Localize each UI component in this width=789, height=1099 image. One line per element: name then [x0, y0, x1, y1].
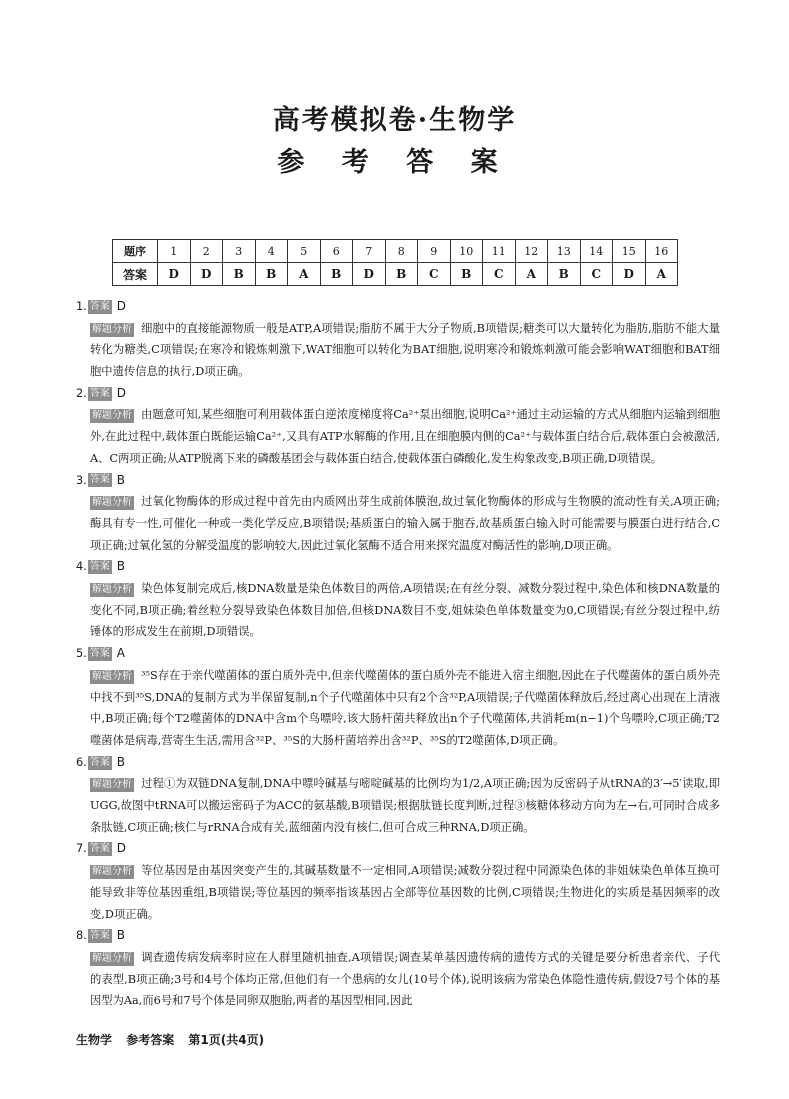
analysis-tag: 解题分析: [92, 866, 132, 878]
footer-subject: 生物学: [76, 1033, 113, 1047]
answer-cell: C: [418, 263, 451, 286]
question-number: 2.: [76, 386, 87, 400]
analysis-text: 由题意可知,某些细胞可利用载体蛋白逆浓度梯度将Ca²⁺泵出细胞,说明Ca²⁺通过主动运输的方式从细胞内运输到细胞外,在此过程中,载体蛋白既能运输Ca²⁺,又具有ATP水解酶的作用,且在细胞膜内侧的Ca²⁺与载体蛋白结合后,载体蛋白会被激活,A、C两项正确;从ATP脱离下来的磷酸基团会与载体蛋白结合,使载体蛋白磷酸化,发生构象改变,B项正确,D项错误。: [90, 408, 720, 465]
analysis-paragraph: [76, 773, 720, 838]
answer-cell: D: [190, 263, 223, 286]
answer-cell: A: [288, 263, 321, 286]
question-number-cell: 4: [255, 240, 288, 263]
answer-line: [76, 925, 720, 947]
question-number: 6.: [76, 755, 87, 769]
page-footer: [76, 1031, 274, 1048]
analysis-paragraph: [76, 860, 720, 925]
answer-explanations: [76, 296, 720, 1012]
question-number-cell: 5: [288, 240, 321, 263]
analysis-text: 细胞中的直接能源物质一般是ATP,A项错误;脂肪不属于大分子物质,B项错误;糖类可以大量转化为脂肪,脂肪不能大量转化为糖类,C项错误;在寒冷和锻炼刺激下,WAT细胞可以转化为BAT细胞,说明寒冷和锻炼刺激可能会影响WAT细胞和BAT细胞中遗传信息的执行,D项正确。: [90, 321, 720, 379]
answer-line: [76, 556, 720, 578]
question-number: 5.: [76, 647, 87, 661]
row-label-question: 题序: [113, 240, 158, 263]
analysis-text: 等位基因是由基因突变产生的,其碱基数量不一定相同,A项错误;减数分裂过程中同源染色体的非姐妹染色单体互换可能导致非等位基因重组,B项错误;等位基因的频率指该基因占全部等位基因数的比例,C项错误;生物进化的实质是基因频率的改变,D项正确。: [90, 864, 720, 921]
question-block: [76, 925, 720, 1012]
answer-tag: 答案: [89, 930, 110, 942]
answer-cell: C: [580, 263, 613, 286]
analysis-text: 过氧化物酶体的形成过程中首先由内质网出芽生成前体膜泡,故过氧化物酶体的形成与生物膜的流动性有关,A项正确;酶具有专一性,可催化一种或一类化学反应,B项错误;基质蛋白的输入属于胞吞,故基质蛋白输入时可能需要与膜蛋白进行结合,C项正确;过氧化氢的分解受温度的影响较大,因此过氧化氢酶不适合用来探究温度对酶活性的影响,D项正确。: [90, 495, 720, 552]
answer-cell: C: [483, 263, 516, 286]
analysis-paragraph: [76, 404, 720, 469]
answer-tag: 答案: [89, 474, 110, 486]
answer-cell: B: [255, 263, 288, 286]
question-number: 7.: [76, 842, 87, 856]
question-block: [76, 838, 720, 925]
analysis-tag: 解题分析: [92, 670, 132, 682]
analysis-paragraph: [76, 665, 720, 752]
answer-row: [113, 263, 678, 286]
question-number: 8.: [76, 929, 87, 943]
answer-letter: D: [116, 385, 127, 400]
question-block: [76, 752, 720, 839]
analysis-paragraph: [76, 318, 720, 383]
analysis-paragraph: [76, 947, 720, 1012]
answer-letter: B: [116, 472, 126, 487]
answer-line: [76, 643, 720, 665]
question-number-cell: 8: [385, 240, 418, 263]
row-label-answer: 答案: [113, 263, 158, 286]
question-number-cell: 11: [483, 240, 516, 263]
answer-line: [76, 470, 720, 492]
answer-cell: B: [223, 263, 256, 286]
answer-line: [76, 383, 720, 405]
page-title: 高考模拟卷·生物学: [272, 105, 517, 136]
answer-cell: D: [613, 263, 646, 286]
question-block: [76, 556, 720, 643]
answer-tag: 答案: [89, 756, 110, 768]
question-number-cell: 6: [320, 240, 353, 263]
question-number-cell: 2: [190, 240, 223, 263]
answer-tag: 答案: [89, 843, 110, 855]
question-block: [76, 643, 720, 752]
answer-cell: B: [548, 263, 581, 286]
analysis-paragraph: [76, 491, 720, 556]
answer-cell: D: [353, 263, 386, 286]
question-number: 4.: [76, 560, 87, 574]
answer-line: [76, 838, 720, 860]
answer-cell: D: [158, 263, 191, 286]
answer-tag: 答案: [89, 300, 110, 312]
analysis-text: 过程①为双链DNA复制,DNA中嘌呤碱基与嘧啶碱基的比例均为1/2,A项正确;因为反密码子从tRNA的3′→5′读取,即UGG,故图中tRNA可以搬运密码子为ACC的氨基酸,B项错误;根据肽链长度判断,过程③核糖体移动方向为左→右,可同时合成多条肽链,C项正确;核仁与rRNA合成有关,蓝细菌内没有核仁,但可合成三种RNA,D项正确。: [90, 777, 720, 834]
question-block: [76, 470, 720, 557]
answer-line: [76, 296, 720, 318]
answer-cell: B: [320, 263, 353, 286]
answer-letter: D: [116, 299, 127, 313]
analysis-tag: 解题分析: [92, 410, 132, 422]
footer-page: 第1页(共4页): [188, 1033, 265, 1047]
answer-letter: B: [116, 754, 126, 769]
answer-tag: 答案: [89, 561, 110, 573]
answer-cell: B: [450, 263, 483, 286]
question-number-cell: 9: [418, 240, 451, 263]
analysis-paragraph: [76, 578, 720, 643]
question-number: 1.: [76, 300, 87, 313]
answer-letter: B: [116, 559, 126, 574]
answer-letter: A: [116, 646, 125, 661]
question-number-cell: 14: [580, 240, 613, 263]
answer-letter: D: [116, 841, 127, 856]
analysis-tag: 解题分析: [92, 779, 132, 791]
question-number-cell: 3: [223, 240, 256, 263]
answer-tag: 答案: [89, 387, 110, 399]
analysis-text: ³⁵S存在于亲代噬菌体的蛋白质外壳中,但亲代噬菌体的蛋白质外壳不能进入宿主细胞,因此在子代噬菌体的蛋白质外壳中找不到³⁵S,DNA的复制方式为半保留复制,n个子代噬菌体中只有2个含³²P,A项错误;子代噬菌体释放后,经过离心出现在上清液中,B项正确;每个T2噬菌体的DNA中含m个鸟嘌呤,该大肠杆菌共释放出n个子代噬菌体,共消耗m(n−1)个鸟嘌呤,C项正确;T2噬菌体是病毒,营寄生生活,需用含³²P、³⁵S的大肠杆菌培养出含³²P、³⁵S的T2噬菌体,D项正确。: [90, 668, 720, 747]
answer-cell: A: [645, 263, 678, 286]
page-subtitle: 参 考 答 案: [277, 147, 512, 178]
question-number-cell: 16: [645, 240, 678, 263]
question-number-cell: 13: [548, 240, 581, 263]
footer-doc: 参考答案: [126, 1033, 175, 1047]
question-number-cell: 10: [450, 240, 483, 263]
answer-cell: A: [515, 263, 548, 286]
analysis-tag: 解题分析: [92, 497, 132, 509]
answer-tag: 答案: [89, 648, 110, 660]
answer-line: [76, 752, 720, 774]
analysis-text: 染色体复制完成后,核DNA数量是染色体数目的两倍,A项错误;在有丝分裂、减数分裂过程中,染色体和核DNA数量的变化不同,B项正确;着丝粒分裂导致染色体数目加倍,但核DNA数目不变,姐妹染色单体数量变为0,C项错误;有丝分裂过程中,纺锤体的形成发生在前期,D项错误。: [90, 582, 720, 639]
question-number-row: [113, 240, 678, 263]
question-number-cell: 12: [515, 240, 548, 263]
analysis-text: 调查遗传病发病率时应在人群里随机抽查,A项错误;调查某单基因遗传病的遗传方式的关键是要分析患者亲代、子代的表型,B项正确;3号和4号个体均正常,但他们有一个患病的女儿(10号个体),说明该病为常染色体隐性遗传病,假设7号个体的基因型为Aa,而6号和7号个体是同卵双胞胎,两者的基因型相同,因此: [90, 950, 720, 1008]
analysis-tag: 解题分析: [92, 584, 132, 596]
question-number-cell: 7: [353, 240, 386, 263]
answer-key-table: [112, 239, 678, 286]
question-number-cell: 15: [613, 240, 646, 263]
question-number: 3.: [76, 473, 87, 487]
answer-letter: B: [116, 928, 126, 943]
question-number-cell: 1: [158, 240, 191, 263]
analysis-tag: 解题分析: [92, 323, 132, 335]
question-block: [76, 383, 720, 470]
analysis-tag: 解题分析: [92, 952, 132, 964]
answer-cell: B: [385, 263, 418, 286]
question-block: [76, 296, 720, 383]
